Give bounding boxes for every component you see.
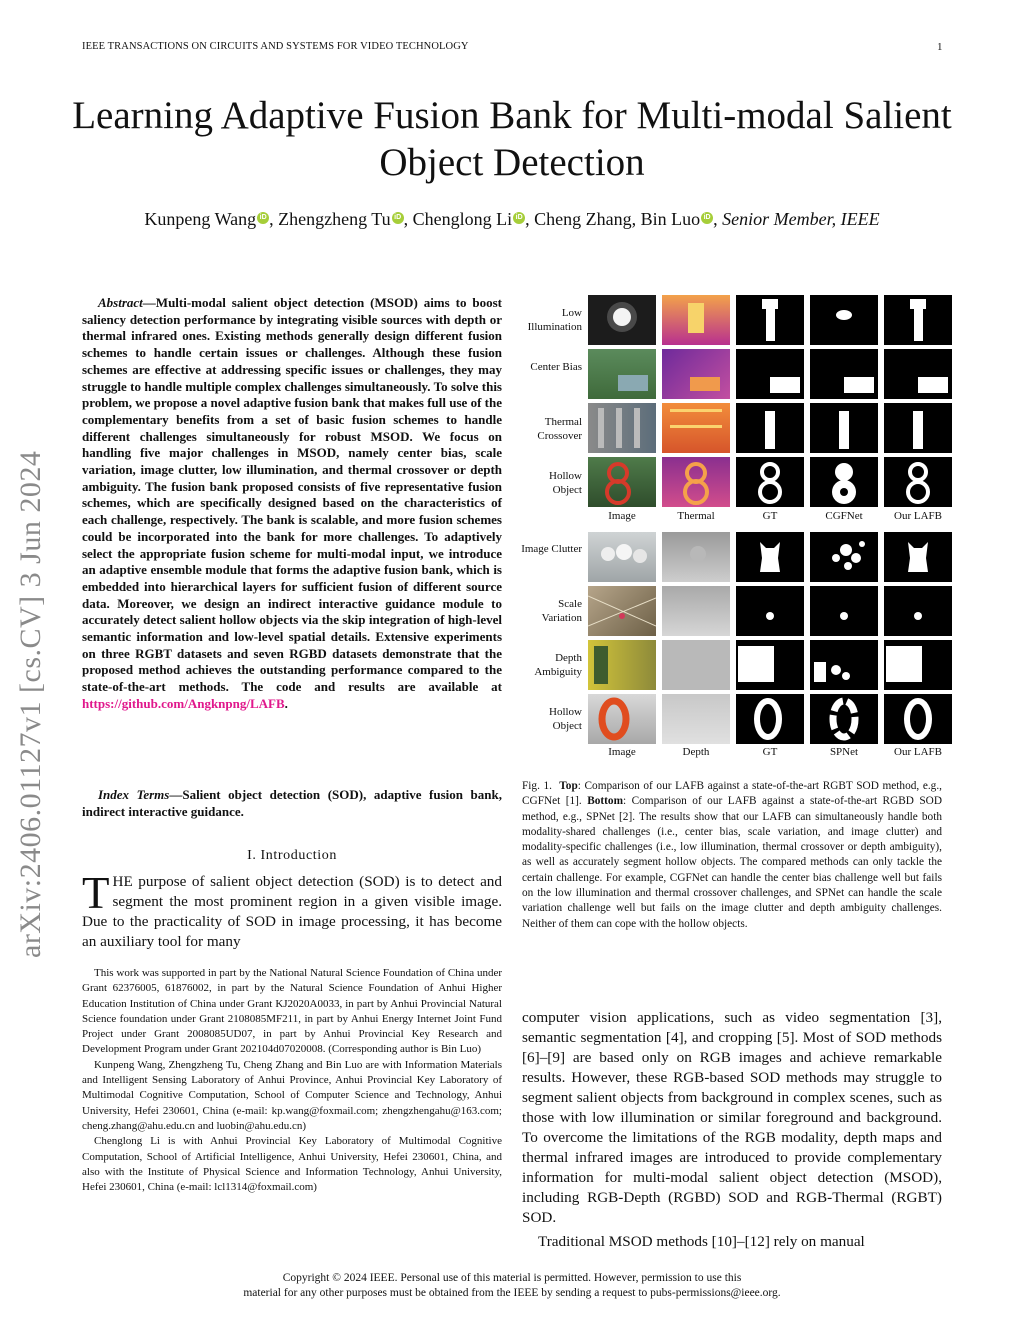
footnotes: [82, 966, 502, 1195]
depth-tile: [662, 640, 730, 690]
column-label: GT: [762, 746, 778, 758]
column-label: Our LAFB: [894, 510, 942, 522]
gt-tile: [736, 403, 804, 453]
index-terms-label: Index Terms: [98, 787, 170, 802]
lafb-tile: [884, 640, 952, 690]
lafb-tile: [884, 586, 952, 636]
gt-tile: [736, 532, 804, 582]
gt-tile: [736, 457, 804, 507]
copyright-line: material for any other purposes must be obtained from the IEEE by sending a request to pubs-permissions@ieee.org.: [243, 1287, 781, 1299]
depth-tile: [662, 532, 730, 582]
orcid-icon[interactable]: iD: [392, 212, 404, 224]
image-tile: [588, 349, 656, 399]
figure-caption: [522, 779, 942, 932]
footnote-affiliation: Kunpeng Wang, Zhengzheng Tu, Cheng Zhang and Bin Luo are with Information Materials and Intelligent Sensing Laboratory of Anhui Province, Anhui Provincial Key Laboratory of Multimodal Cognitive Computation, School of Computer Science and Technology, Anhui University, Hefei 230601, China (e-mail: kp.wang@foxmail.com; zhengzhengahu@163.com; cheng.zhang@ahu.edu.cn and luobin@ahu.edu.cn): [82, 1058, 502, 1132]
gt-tile: [736, 640, 804, 690]
abstract-text: —Multi-modal salient object detection (MSOD) aims to boost saliency detection performance by integrating visible sources with depth or thermal infrared ones. Existing methods generally design different fusion schemes to handle certain issues or challenges. Although these fusion schemes are effective at addressing specific issues or challenges, they may struggle to handle multiple complex challenges simultaneously. To solve this problem, we propose a novel adaptive fusion bank that makes full use of the complementary benefits from a set of basic fusion schemes to handle different challenges simultaneously for robust MSOD. We focus on handling five major challenges in MSOD, namely center bias, scale variation, image clutter, low illumination, and thermal crossover or depth ambiguity. The fusion bank proposed consists of five representative fusion schemes, which are specifically designed based on the characteristics of each challenge, respectively. The bank is scalable, and more fusion schemes could be incorporated into the bank for more challenges. To adaptively select the appropriate fusion scheme for multi-modal input, we introduce an adaptive ensemble module that forms the adaptive fusion bank, which is embedded into hierarchical layers for sufficient fusion of different source data. Moreover, we design an indirect interactive guidance module to accurately detect salient hollow objects via the skip integration of high-level semantic information and low-level spatial details. Extensive experiments on three RGBT datasets and seven RGBD datasets demonstrate that the proposed method achieves the outstanding performance compared to the state-of-the-art methods. The code and results are available at: [82, 295, 502, 695]
running-head: IEEE TRANSACTIONS ON CIRCUITS AND SYSTEMS FOR VIDEO TECHNOLOGY: [82, 41, 469, 52]
spnet-tile: [810, 532, 878, 582]
author-line: Kunpeng Wang iD , Zhengzheng Tu iD , Chenglong Li iD , Cheng Zhang, Bin Luo iD , Senior Member, IEEE: [144, 209, 880, 229]
cgfnet-tile: [810, 457, 878, 507]
image-tile: [588, 586, 656, 636]
spnet-tile: [810, 586, 878, 636]
footnote-funding: This work was supported in part by the National Natural Science Foundation of China under Grant 62376005, 61876002, in part by the Natural Science Foundation of Anhui Higher Education Institution of China under Grant KJ2020A0033, in part by Anhui Provincial Natural Science foundation under Grant 2108085MF211, in part by Anhui Energy Internet Joint Fund Project under Grant 2008085UD07, in part by Anhui Provincial Key Research and Development Program under Grant 202104d07020008. (Corresponding author is Bin Luo): [82, 967, 502, 1056]
column-label: Our LAFB: [894, 746, 942, 758]
index-terms: [82, 787, 502, 820]
abstract-end: .: [284, 695, 288, 711]
author-name: Cheng Zhang, Bin Luo: [534, 209, 701, 229]
column-label: GT: [762, 510, 778, 522]
intro-text: purpose of salient object detection (SOD) is to detect and segment the most prominent region in a given visible image. Due to the practicality of SOD in image processing, it has become an auxiliary tool for many: [82, 873, 502, 950]
caption-bottom-label: Bottom: [587, 795, 623, 808]
row-label: Center Bias: [530, 361, 582, 373]
depth-tile: [662, 586, 730, 636]
thermal-tile: [662, 457, 730, 507]
gt-tile: [736, 586, 804, 636]
row-label: Hollow Object: [549, 470, 582, 496]
author-name: Zhengzheng Tu: [278, 209, 391, 229]
lafb-tile: [884, 457, 952, 507]
image-tile: [588, 640, 656, 690]
lafb-tile: [884, 403, 952, 453]
column-label: SPNet: [829, 746, 859, 758]
column-label: Image: [608, 746, 636, 758]
column-label: Depth: [682, 746, 710, 758]
arxiv-stamp: arXiv:2406.01127v1 [cs.CV] 3 Jun 2024: [14, 450, 47, 958]
copyright-notice: [80, 1271, 944, 1301]
image-tile: [588, 295, 656, 345]
row-label: Image Clutter: [521, 543, 582, 555]
column-label: CGFNet: [825, 510, 863, 522]
image-tile: [588, 694, 656, 744]
abstract-label: Abstract: [98, 295, 143, 310]
image-tile: [588, 403, 656, 453]
lafb-tile: [884, 349, 952, 399]
column-label: Thermal: [677, 510, 715, 522]
cgfnet-tile: [810, 349, 878, 399]
abstract: [82, 295, 502, 713]
image-tile: [588, 532, 656, 582]
copyright-line: Copyright © 2024 IEEE. Personal use of this material is permitted. However, permission to use this: [282, 1272, 742, 1284]
depth-tile: [662, 694, 730, 744]
thermal-tile: [662, 403, 730, 453]
orcid-icon[interactable]: iD: [257, 212, 269, 224]
row-label: Thermal Crossover: [537, 416, 582, 442]
spnet-tile: [810, 640, 878, 690]
gt-tile: [736, 349, 804, 399]
orcid-icon[interactable]: iD: [513, 212, 525, 224]
caption-top-label: Top: [559, 780, 578, 792]
intro-paragraph: [82, 868, 502, 952]
row-label: Depth Ambiguity: [534, 652, 582, 678]
author-membership: Senior Member, IEEE: [722, 209, 880, 229]
lafb-tile: [884, 532, 952, 582]
index-terms-text: —Salient object detection (SOD), adaptive fusion bank, indirect interactive guidance.: [82, 787, 502, 819]
body-paragraph: computer vision applications, such as video segmentation [3], semantic segmentation [4], and cropping [5]. Most of SOD methods [6]–[9] are based only on RGB images and achieve remarkable results. However, these RGB-based SOD methods may struggle to segment salient objects from background in complex scenes, such as those with low illumination or similar foreground and background. To overcome the limitations of the RGB modality, depth maps and thermal infrared images are introduced to provide complementary information for multi-modal salient object detection (MSOD), including RGB-Depth (RGBD) SOD and RGB-Thermal (RGBT) SOD.: [522, 1009, 942, 1226]
lafb-tile: [884, 295, 952, 345]
author-name: Kunpeng Wang: [144, 209, 257, 229]
section-heading: I. Introduction: [247, 848, 337, 863]
column-label: Image: [608, 510, 636, 522]
thermal-tile: [662, 295, 730, 345]
body-paragraph: Traditional MSOD methods [10]–[12] rely on manual: [538, 1233, 865, 1250]
caption-bottom-text: : Comparison of our LAFB against a state-of-the-art RGBD SOD method, e.g., SPNet [2]. The results show that our LAFB can simultaneously handle both modality-shared challenges (i.e., center bias, scale variation, and image clutter) and modality-specific challenges (i.e., low illumination, thermal crossover or depth ambiguity), as well as accurately segment hollow objects. The compared methods can only tackle the certain challenge. For example, CGFNet can handle the center bias challenge well but fails on the low illumination and thermal crossover challenges, and SPNet can handle the scale variation challenge well but fails on the image clutter and depth ambiguity challenges. Neither of them can cope with the hollow objects.: [522, 795, 942, 930]
spnet-tile: [810, 694, 878, 744]
footnote-affiliation: Chenglong Li is with Anhui Provincial Key Laboratory of Multimodal Cognitive Computation, School of Artificial Intelligence, Anhui University, Hefei 230601, China, and also with the Institute of Physical Science and Information Technology, Anhui University, Hefei 230601, China (e-mail: lcl1314@foxmail.com): [82, 1135, 502, 1194]
lafb-tile: [884, 694, 952, 744]
gt-tile: [736, 295, 804, 345]
cgfnet-tile: [810, 295, 878, 345]
row-label: Hollow Object: [549, 706, 582, 732]
image-tile: [588, 457, 656, 507]
drop-cap: T: [82, 868, 110, 918]
row-label: Low Illumination: [527, 307, 582, 333]
figure-label: Fig. 1.: [522, 780, 553, 792]
intro-lead: HE: [112, 873, 133, 890]
gt-tile: [736, 694, 804, 744]
author-name: Chenglong Li: [412, 209, 513, 229]
row-label: Scale Variation: [541, 598, 582, 624]
figure-1: [520, 292, 945, 767]
cgfnet-tile: [810, 403, 878, 453]
orcid-icon[interactable]: iD: [701, 212, 713, 224]
caption-top-text: : Comparison of our LAFB against a state-of-the-art RGBT SOD method, e.g., CGFNet [1].: [522, 780, 942, 808]
code-link[interactable]: https://github.com/Angknpng/LAFB: [82, 695, 285, 711]
right-column-text: [522, 1008, 942, 1252]
paper-title: Learning Adaptive Fusion Bank for Multi-modal Salient Object Detection: [72, 94, 952, 184]
page-number: 1: [937, 41, 943, 53]
thermal-tile: [662, 349, 730, 399]
